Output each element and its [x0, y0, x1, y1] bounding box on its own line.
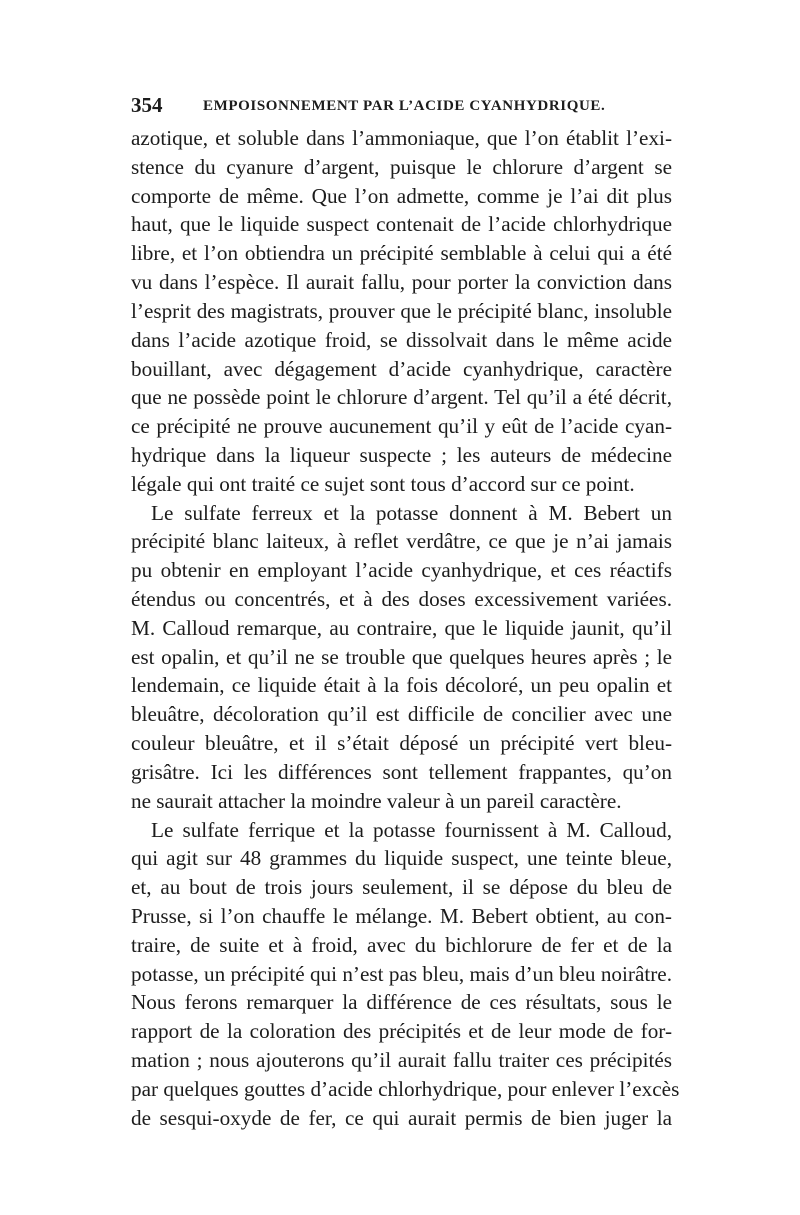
text-line: hydrique dans la liqueur suspecte ; les auteurs de médecine	[131, 442, 672, 467]
text-line: précipité blanc laiteux, à reflet verdâtre, ce que je n’ai jamais	[131, 529, 672, 554]
text-line: par quelques gouttes d’acide chlorhydrique, pour enlever l’excès	[131, 1076, 680, 1101]
page-header	[131, 94, 671, 116]
body-text	[131, 124, 680, 1132]
text-line: légale qui ont traité ce sujet sont tous d’accord sur ce point.	[131, 471, 635, 496]
text-line: Le sulfate ferrique et la potasse fournissent à M. Calloud,	[151, 817, 672, 842]
text-line: que ne possède point le chlorure d’argent. Tel qu’il a été décrit,	[131, 385, 672, 410]
text-line: dans l’acide azotique froid, se dissolvait dans le même acide	[131, 327, 672, 352]
text-line: libre, et l’on obtiendra un précipité semblable à celui qui a été	[131, 241, 672, 266]
text-line: grisâtre. Ici les différences sont tellement frappantes, qu’on	[131, 759, 672, 784]
text-line: l’esprit des magistrats, prouver que le précipité blanc, insoluble	[131, 298, 672, 323]
text-line: vu dans l’espèce. Il aurait fallu, pour porter la conviction dans	[131, 270, 672, 295]
text-line: bouillant, avec dégagement d’acide cyanhydrique, caractère	[131, 356, 672, 381]
text-line: Le sulfate ferreux et la potasse donnent à M. Bebert un	[151, 500, 672, 525]
running-title: EMPOISONNEMENT PAR L’ACIDE CYANHYDRIQUE.	[203, 98, 606, 114]
text-line: comporte de même. Que l’on admette, comme je l’ai dit plus	[131, 183, 672, 208]
text-line: azotique, et soluble dans l’ammoniaque, que l’on établit l’exi-	[131, 126, 672, 150]
text-line: stence du cyanure d’argent, puisque le chlorure d’argent se	[131, 154, 672, 179]
text-line: ce précipité ne prouve aucunement qu’il y eût de l’acide cyan-	[131, 414, 672, 439]
text-line: rapport de la coloration des précipités et de leur mode de for-	[131, 1019, 672, 1044]
text-line: ne saurait attacher la moindre valeur à un pareil caractère.	[131, 788, 622, 813]
text-line: qui agit sur 48 grammes du liquide suspect, une teinte bleue,	[131, 846, 672, 871]
page-number: 354	[131, 93, 163, 117]
text-line: Prusse, si l’on chauffe le mélange. M. Bebert obtient, au con-	[131, 903, 672, 928]
text-line: mation ; nous ajouterons qu’il aurait fallu traiter ces précipités	[131, 1048, 672, 1072]
text-line: traire, de suite et à froid, avec du bichlorure de fer et de la	[131, 932, 672, 957]
text-line: étendus ou concentrés, et à des doses excessivement variées.	[131, 587, 672, 611]
text-line: lendemain, ce liquide était à la fois décoloré, un peu opalin et	[131, 673, 672, 698]
text-line: M. Calloud remarque, au contraire, que le liquide jaunit, qu’il	[131, 615, 672, 640]
text-line: pu obtenir en employant l’acide cyanhydrique, et ces réactifs	[131, 558, 672, 583]
text-line: est opalin, et qu’il ne se trouble que quelques heures après ; le	[131, 644, 672, 669]
text-line: couleur bleuâtre, et il s’était déposé un précipité vert bleu-	[131, 731, 672, 756]
text-line: et, au bout de trois jours seulement, il se dépose du bleu de	[131, 875, 672, 900]
text-line: bleuâtre, décoloration qu’il est difficile de concilier avec une	[131, 702, 672, 727]
text-line: potasse, un précipité qui n’est pas bleu, mais d’un bleu noirâtre.	[131, 961, 672, 986]
text-line: haut, que le liquide suspect contenait de l’acide chlorhydrique	[131, 212, 672, 237]
text-line: de sesqui-oxyde de fer, ce qui aurait permis de bien juger la	[131, 1105, 672, 1130]
text-line: Nous ferons remarquer la différence de ces résultats, sous le	[131, 990, 672, 1015]
